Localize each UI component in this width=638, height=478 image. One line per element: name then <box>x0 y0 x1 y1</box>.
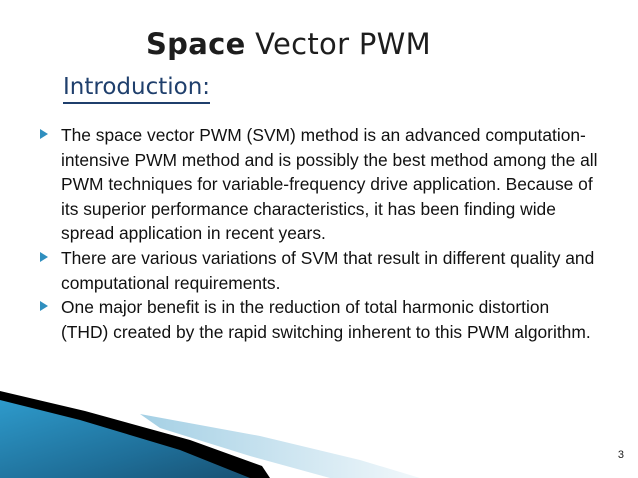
slide-title <box>146 27 431 61</box>
title-first-word: Space <box>146 27 246 61</box>
bullet-item <box>0 123 638 246</box>
bullet-list <box>0 123 638 344</box>
triangle-bullet-icon <box>40 301 48 311</box>
bullet-text: There are various variations of SVM that result in different quality and computational requirements. <box>61 247 595 293</box>
triangle-bullet-icon <box>40 129 48 139</box>
title-rest: Vector PWM <box>245 27 431 61</box>
page-number: 3 <box>617 449 624 461</box>
section-heading: Introduction: <box>63 73 210 104</box>
triangle-bullet-icon <box>40 252 48 262</box>
bullet-text: One major benefit is in the reduction of total harmonic distortion (THD) created by the rapid switching inherent to this PWM algorithm. <box>61 297 591 342</box>
bullet-item <box>0 295 638 344</box>
bullet-item <box>0 246 638 295</box>
bullet-text: The space vector PWM (SVM) method is an advanced computation-intensive PWM method and is possibly the best method among the all PWM techniques for variable-frequency drive application. Because of its superior performance characteristics, it has been finding wide spread application in recent years. <box>61 125 598 244</box>
